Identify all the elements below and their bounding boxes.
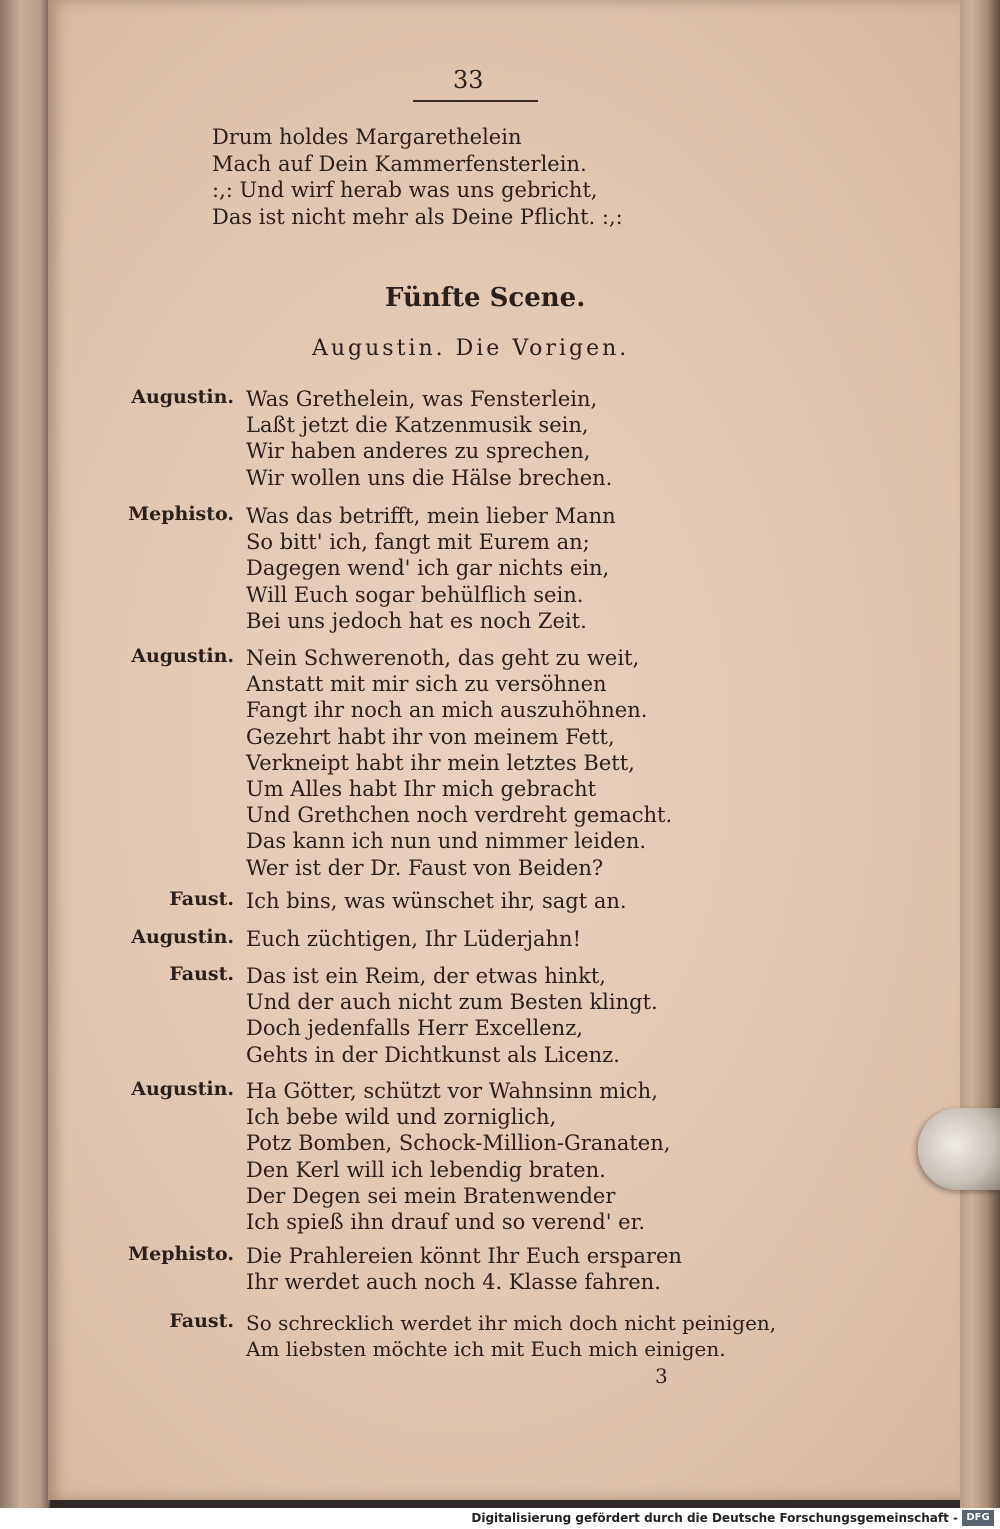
verse-line: Bei uns jedoch hat es noch Zeit. [246,608,587,633]
verse-line: Den Kerl will ich lebendig braten. [246,1157,606,1182]
dfg-logo: DFG [962,1510,994,1526]
verse-line: Anstatt mit mir sich zu versöhnen [246,672,607,697]
previous-page-edge [0,0,50,1508]
verse-line: Dagegen wend' ich gar nichts ein, [246,556,610,581]
speech-lines [246,1078,670,1235]
verse-line: Ha Götter, schützt vor Wahnsinn mich, [246,1079,658,1103]
page-number: 33 [453,66,484,94]
verse-line: Am liebsten möchte ich mit Euch mich einigen. [246,1337,726,1362]
verse-line: Doch jedenfalls Herr Excellenz, [246,1016,583,1041]
speaker-label: Augustin. [131,1078,234,1100]
verse-line: So schrecklich werdet ihr mich doch nicht peinigen, [246,1311,777,1335]
verse-line: Verkneipt habt ihr mein letztes Bett, [246,750,635,775]
verse-line: Der Degen sei mein Bratenwender [246,1183,616,1208]
verse-line: Will Euch sogar behülflich sein. [246,582,584,607]
speaker-label: Faust. [169,1310,234,1332]
opening-stanza [212,124,623,230]
bookmark-clip [918,1108,1000,1190]
verse-line: Wir wollen uns die Hälse brechen. [246,465,613,490]
verse-line: Euch züchtigen, Ihr Lüderjahn! [246,927,582,951]
verse-line: Was das betrifft, mein lieber Mann [246,504,616,528]
verse-line: Wer ist der Dr. Faust von Beiden? [246,855,604,880]
speech-lines [246,963,658,1068]
verse-line: Nein Schwerenoth, das geht zu weit, [246,646,640,670]
verse-line: Laßt jetzt die Katzenmusik sein, [246,413,589,438]
scene-title: Fünfte Scene. [385,283,586,313]
speech-lines [246,1243,682,1295]
speaker-label: Augustin. [131,926,234,948]
verse-line: Und Grethchen noch verdreht gemacht. [246,803,673,828]
speech-lines [246,888,627,914]
signature-mark: 3 [655,1364,668,1388]
speaker-label: Mephisto. [128,1243,234,1265]
speech-lines [246,503,616,634]
speech-lines [246,926,581,952]
verse-line: Gehts in der Dichtkunst als Licenz. [246,1042,620,1067]
speech-lines [246,645,672,881]
verse-line: Das ist ein Reim, der etwas hinkt, [246,964,606,988]
verse-line: Das kann ich nun und nimmer leiden. [246,829,647,854]
stanza-line: Drum holdes Margarethelein [212,125,522,149]
page-stack-edge [960,0,1000,1508]
verse-line: So bitt' ich, fangt mit Eurem an; [246,530,590,555]
page-number-rule [413,100,538,102]
funding-notice: Digitalisierung gefördert durch die Deutsche Forschungsgemeinschaft - [471,1511,958,1525]
verse-line: Die Prahlereien könnt Ihr Euch ersparen [246,1244,682,1268]
verse-line: Ich spieß ihn drauf und so verend' er. [246,1210,646,1235]
speaker-label: Faust. [169,963,234,985]
verse-line: Ihr werdet auch noch 4. Klasse fahren. [246,1270,661,1295]
verse-line: Um Alles habt Ihr mich gebracht [246,777,597,802]
verse-line: Und der auch nicht zum Besten klingt. [246,990,658,1015]
speaker-label: Faust. [169,888,234,910]
verse-line: Was Grethelein, was Fensterlein, [246,387,598,411]
speech-lines [246,386,612,491]
verse-line: Potz Bomben, Schock-Million-Granaten, [246,1131,671,1156]
speaker-label: Augustin. [131,386,234,408]
stanza-line: Mach auf Dein Kammerfensterlein. [212,151,587,176]
footer-bar [0,1508,1000,1529]
verse-line: Ich bebe wild und zorniglich, [246,1105,557,1130]
stanza-line: :,: Und wirf herab was uns gebricht, [212,178,598,202]
verse-line: Wir haben anderes zu sprechen, [246,439,591,464]
speaker-label: Augustin. [131,645,234,667]
speech-lines [246,1310,776,1362]
cast-line: Augustin. Die Vorigen. [312,336,630,361]
stanza-line: Das ist nicht mehr als Deine Pflicht. :,: [212,204,623,229]
verse-line: Fangt ihr noch an mich auszuhöhnen. [246,698,648,723]
speaker-label: Mephisto. [128,503,234,525]
verse-line: Ich bins, was wünschet ihr, sagt an. [246,889,627,913]
verse-line: Gezehrt habt ihr von meinem Fett, [246,724,615,749]
